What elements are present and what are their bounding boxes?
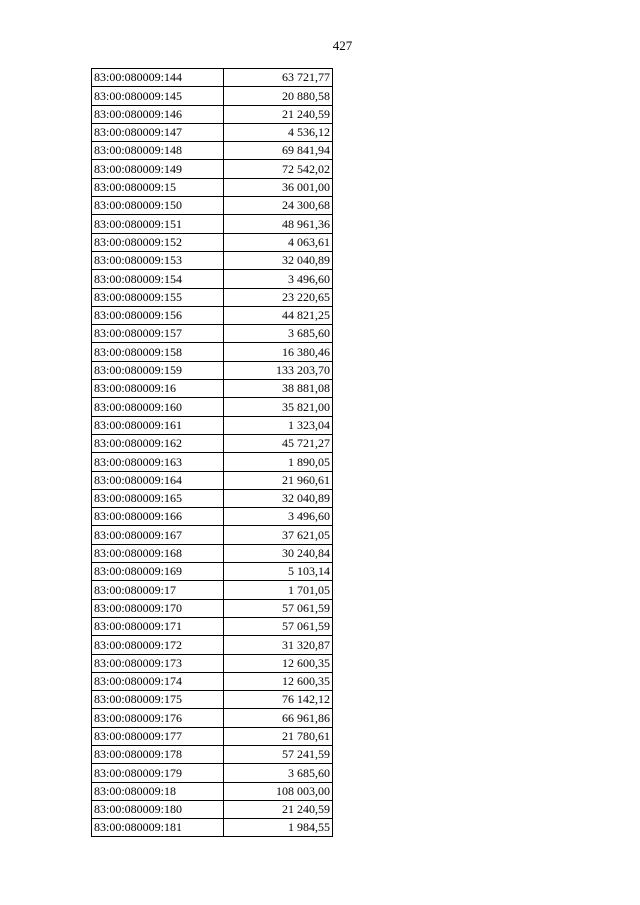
cadastral-number-cell: 83:00:080009:156 (92, 306, 224, 324)
cadastral-value-cell: 72 542,02 (224, 160, 333, 178)
cadastral-number-cell: 83:00:080009:176 (92, 709, 224, 727)
table-row (92, 87, 333, 105)
cadastral-value-cell: 76 142,12 (224, 691, 333, 709)
cadastral-number-cell: 83:00:080009:175 (92, 691, 224, 709)
table-row (92, 471, 333, 489)
table-row (92, 343, 333, 361)
table-row (92, 160, 333, 178)
cadastral-value-cell: 36 001,00 (224, 178, 333, 196)
cadastral-number-cell: 83:00:080009:15 (92, 178, 224, 196)
cadastral-value-cell: 1 984,55 (224, 819, 333, 837)
cadastral-number-cell: 83:00:080009:170 (92, 599, 224, 617)
cadastral-number-cell: 83:00:080009:146 (92, 105, 224, 123)
table-row (92, 691, 333, 709)
cadastral-value-cell: 66 961,86 (224, 709, 333, 727)
table-row (92, 599, 333, 617)
table-row (92, 142, 333, 160)
cadastral-value-cell: 3 496,60 (224, 270, 333, 288)
table-row (92, 251, 333, 269)
cadastral-value-cell: 12 600,35 (224, 654, 333, 672)
table-row (92, 672, 333, 690)
cadastral-value-cell: 4 063,61 (224, 233, 333, 251)
table-row (92, 270, 333, 288)
cadastral-number-cell: 83:00:080009:16 (92, 380, 224, 398)
table-row (92, 380, 333, 398)
table-row (92, 544, 333, 562)
cadastral-value-cell: 32 040,89 (224, 489, 333, 507)
table-row (92, 617, 333, 635)
cadastral-number-cell: 83:00:080009:164 (92, 471, 224, 489)
cadastral-value-cell: 44 821,25 (224, 306, 333, 324)
table-row (92, 197, 333, 215)
cadastral-value-cell: 21 960,61 (224, 471, 333, 489)
cadastral-value-cell: 57 061,59 (224, 599, 333, 617)
cadastral-number-cell: 83:00:080009:167 (92, 526, 224, 544)
cadastral-number-cell: 83:00:080009:172 (92, 636, 224, 654)
table-row (92, 654, 333, 672)
cadastral-number-cell: 83:00:080009:158 (92, 343, 224, 361)
cadastral-value-cell: 1 701,05 (224, 581, 333, 599)
cadastral-number-cell: 83:00:080009:159 (92, 361, 224, 379)
cadastral-value-cell: 32 040,89 (224, 251, 333, 269)
cadastral-value-cell: 35 821,00 (224, 398, 333, 416)
cadastral-number-cell: 83:00:080009:144 (92, 69, 224, 87)
cadastral-value-cell: 3 496,60 (224, 508, 333, 526)
table-row (92, 361, 333, 379)
cadastral-value-cell: 37 621,05 (224, 526, 333, 544)
cadastral-number-cell: 83:00:080009:165 (92, 489, 224, 507)
table-row (92, 745, 333, 763)
cadastral-value-cell: 21 780,61 (224, 727, 333, 745)
cadastral-number-cell: 83:00:080009:151 (92, 215, 224, 233)
cadastral-number-cell: 83:00:080009:180 (92, 800, 224, 818)
table-row (92, 105, 333, 123)
cadastral-value-cell: 20 880,58 (224, 87, 333, 105)
cadastral-number-cell: 83:00:080009:181 (92, 819, 224, 837)
cadastral-number-cell: 83:00:080009:162 (92, 434, 224, 452)
cadastral-value-cell: 31 320,87 (224, 636, 333, 654)
cadastral-value-cell: 21 240,59 (224, 800, 333, 818)
cadastral-number-cell: 83:00:080009:178 (92, 745, 224, 763)
table-row (92, 709, 333, 727)
cadastral-number-cell: 83:00:080009:147 (92, 123, 224, 141)
cadastral-value-table (91, 68, 333, 837)
cadastral-number-cell: 83:00:080009:169 (92, 563, 224, 581)
table-row (92, 178, 333, 196)
cadastral-value-cell: 30 240,84 (224, 544, 333, 562)
table-row (92, 489, 333, 507)
table-row (92, 233, 333, 251)
cadastral-number-cell: 83:00:080009:177 (92, 727, 224, 745)
cadastral-value-cell: 16 380,46 (224, 343, 333, 361)
table-row (92, 288, 333, 306)
cadastral-value-cell: 21 240,59 (224, 105, 333, 123)
cadastral-value-cell: 48 961,36 (224, 215, 333, 233)
cadastral-value-cell: 45 721,27 (224, 434, 333, 452)
table-row (92, 764, 333, 782)
cadastral-number-cell: 83:00:080009:173 (92, 654, 224, 672)
table-row (92, 819, 333, 837)
cadastral-value-cell: 24 300,68 (224, 197, 333, 215)
table-row (92, 215, 333, 233)
cadastral-number-cell: 83:00:080009:149 (92, 160, 224, 178)
cadastral-number-cell: 83:00:080009:157 (92, 325, 224, 343)
cadastral-value-cell: 3 685,60 (224, 764, 333, 782)
cadastral-number-cell: 83:00:080009:18 (92, 782, 224, 800)
table-row (92, 727, 333, 745)
table-row (92, 306, 333, 324)
cadastral-value-cell: 5 103,14 (224, 563, 333, 581)
cadastral-value-cell: 1 323,04 (224, 416, 333, 434)
cadastral-number-cell: 83:00:080009:168 (92, 544, 224, 562)
cadastral-number-cell: 83:00:080009:155 (92, 288, 224, 306)
cadastral-value-cell: 23 220,65 (224, 288, 333, 306)
cadastral-value-cell: 57 061,59 (224, 617, 333, 635)
cadastral-value-cell: 1 890,05 (224, 453, 333, 471)
cadastral-value-cell: 4 536,12 (224, 123, 333, 141)
table-row (92, 800, 333, 818)
cadastral-number-cell: 83:00:080009:154 (92, 270, 224, 288)
table-row (92, 325, 333, 343)
cadastral-value-cell: 133 203,70 (224, 361, 333, 379)
cadastral-number-cell: 83:00:080009:145 (92, 87, 224, 105)
cadastral-number-cell: 83:00:080009:174 (92, 672, 224, 690)
cadastral-number-cell: 83:00:080009:153 (92, 251, 224, 269)
cadastral-number-cell: 83:00:080009:171 (92, 617, 224, 635)
page-number: 427 (332, 38, 353, 53)
cadastral-value-cell: 108 003,00 (224, 782, 333, 800)
table-row (92, 123, 333, 141)
table-row (92, 581, 333, 599)
table-row (92, 563, 333, 581)
table-row (92, 453, 333, 471)
cadastral-number-cell: 83:00:080009:148 (92, 142, 224, 160)
cadastral-value-cell: 57 241,59 (224, 745, 333, 763)
cadastral-value-cell: 12 600,35 (224, 672, 333, 690)
cadastral-number-cell: 83:00:080009:150 (92, 197, 224, 215)
cadastral-number-cell: 83:00:080009:161 (92, 416, 224, 434)
table-row (92, 434, 333, 452)
table-row (92, 508, 333, 526)
cadastral-number-cell: 83:00:080009:166 (92, 508, 224, 526)
table-row (92, 782, 333, 800)
cadastral-number-cell: 83:00:080009:152 (92, 233, 224, 251)
cadastral-value-cell: 38 881,08 (224, 380, 333, 398)
table-row (92, 416, 333, 434)
cadastral-number-cell: 83:00:080009:17 (92, 581, 224, 599)
cadastral-number-cell: 83:00:080009:179 (92, 764, 224, 782)
cadastral-value-cell: 69 841,94 (224, 142, 333, 160)
table-row (92, 398, 333, 416)
table-body (92, 69, 333, 837)
cadastral-number-cell: 83:00:080009:163 (92, 453, 224, 471)
table-row (92, 69, 333, 87)
cadastral-value-cell: 63 721,77 (224, 69, 333, 87)
table-row (92, 526, 333, 544)
table-row (92, 636, 333, 654)
cadastral-value-cell: 3 685,60 (224, 325, 333, 343)
cadastral-number-cell: 83:00:080009:160 (92, 398, 224, 416)
